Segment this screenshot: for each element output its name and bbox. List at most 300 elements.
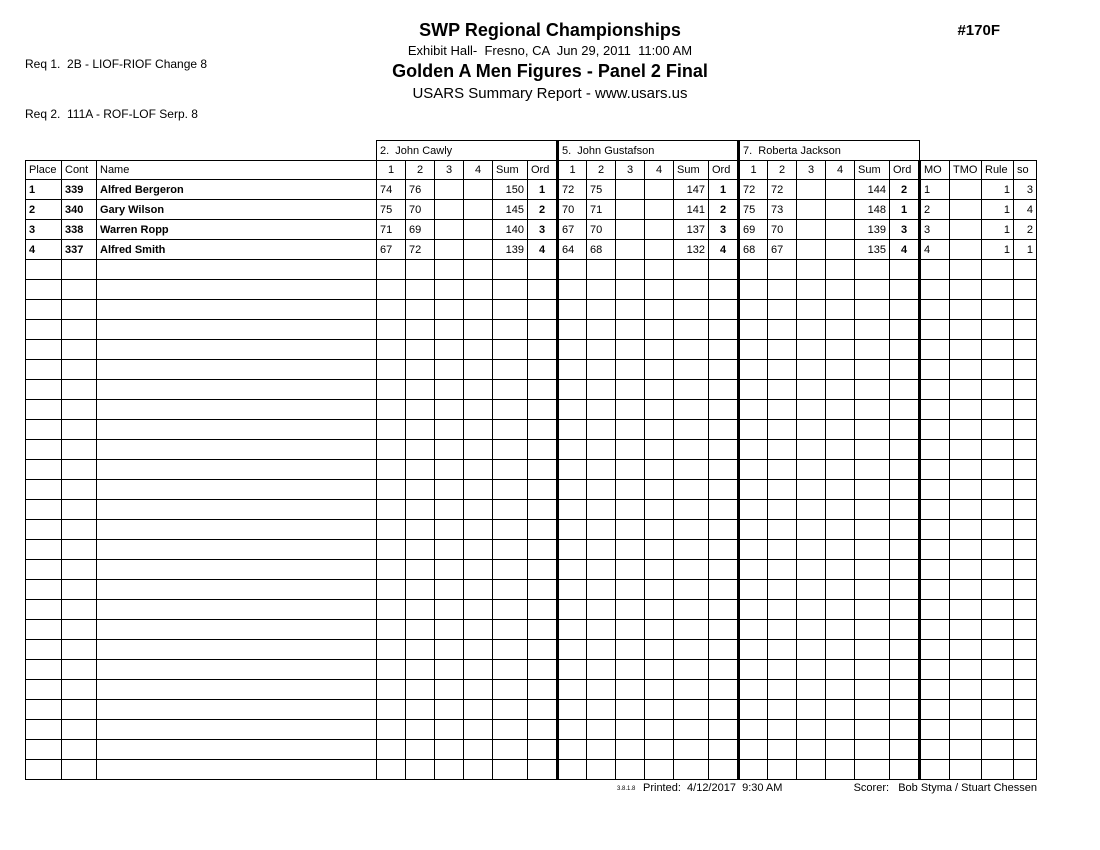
score-cell — [587, 300, 616, 320]
score-cell — [558, 500, 587, 520]
score-cell — [645, 640, 674, 660]
score-cell — [435, 760, 464, 780]
score-cell — [464, 580, 493, 600]
score-cell — [616, 200, 645, 220]
col-header-so: so — [1014, 161, 1037, 180]
score-cell — [645, 500, 674, 520]
place-cell: 1 — [26, 180, 62, 200]
score-cell — [826, 460, 855, 480]
score-cell — [587, 700, 616, 720]
sum-cell — [674, 560, 709, 580]
sum-cell — [855, 260, 890, 280]
col-header-ord: Ord — [709, 161, 739, 180]
score-cell — [768, 460, 797, 480]
ordinal-cell — [709, 660, 739, 680]
score-cell — [826, 220, 855, 240]
score-cell — [768, 660, 797, 680]
score-cell — [435, 340, 464, 360]
empty-row — [26, 560, 1037, 580]
score-cell — [558, 400, 587, 420]
skate-off-cell — [1014, 400, 1037, 420]
event-title: Golden A Men Figures - Panel 2 Final — [392, 61, 708, 81]
sum-cell — [493, 580, 528, 600]
score-cell — [406, 260, 435, 280]
score-cell — [587, 680, 616, 700]
rule-cell: 1 — [982, 200, 1014, 220]
skater-name-cell: Alfred Smith — [97, 240, 377, 260]
score-cell — [739, 560, 768, 580]
ordinal-cell — [709, 500, 739, 520]
rule-cell — [982, 460, 1014, 480]
place-cell — [26, 460, 62, 480]
score-cell — [616, 480, 645, 500]
score-cell — [616, 540, 645, 560]
rule-cell — [982, 280, 1014, 300]
score-cell — [464, 200, 493, 220]
skate-off-cell — [1014, 740, 1037, 760]
score-cell — [406, 360, 435, 380]
score-cell — [645, 380, 674, 400]
ordinal-cell — [528, 660, 558, 680]
place-cell — [26, 360, 62, 380]
ordinal-cell — [890, 500, 920, 520]
skate-off-cell — [1014, 580, 1037, 600]
score-cell — [826, 440, 855, 460]
skate-off-cell — [1014, 660, 1037, 680]
skater-name-cell — [97, 620, 377, 640]
ordinal-cell: 2 — [709, 200, 739, 220]
majority-ordinal-cell — [920, 640, 950, 660]
tmo-cell — [950, 320, 982, 340]
score-cell — [464, 360, 493, 380]
score-cell — [406, 500, 435, 520]
score-cell — [406, 280, 435, 300]
skate-off-cell — [1014, 760, 1037, 780]
score-cell — [616, 580, 645, 600]
contestant-number-cell — [62, 720, 97, 740]
score-cell — [558, 540, 587, 560]
score-cell — [587, 360, 616, 380]
ordinal-cell — [528, 400, 558, 420]
score-cell — [826, 360, 855, 380]
sum-cell — [674, 320, 709, 340]
sum-cell — [674, 720, 709, 740]
col-header-trial: 4 — [645, 161, 674, 180]
sum-cell — [674, 520, 709, 540]
sum-cell: 145 — [493, 200, 528, 220]
score-cell — [587, 420, 616, 440]
score-cell — [616, 700, 645, 720]
contestant-number-cell — [62, 500, 97, 520]
sum-cell — [855, 560, 890, 580]
score-cell: 72 — [768, 180, 797, 200]
sum-cell — [493, 260, 528, 280]
skater-name-cell — [97, 260, 377, 280]
score-cell — [739, 760, 768, 780]
result-row — [26, 200, 1037, 220]
score-cell — [377, 520, 406, 540]
rule-cell — [982, 700, 1014, 720]
skate-off-cell — [1014, 480, 1037, 500]
ordinal-cell — [709, 540, 739, 560]
score-cell — [406, 600, 435, 620]
score-cell — [797, 580, 826, 600]
ordinal-cell — [528, 720, 558, 740]
score-cell: 70 — [768, 220, 797, 240]
score-cell — [558, 560, 587, 580]
score-cell — [645, 220, 674, 240]
sum-cell — [855, 460, 890, 480]
report-subtitle: USARS Summary Report - www.usars.us — [412, 85, 688, 102]
score-cell — [558, 700, 587, 720]
ordinal-cell — [890, 300, 920, 320]
score-cell: 69 — [406, 220, 435, 240]
score-cell — [645, 680, 674, 700]
score-cell — [826, 180, 855, 200]
ordinal-cell — [528, 540, 558, 560]
score-cell — [797, 240, 826, 260]
skater-name-cell — [97, 300, 377, 320]
score-cell — [739, 320, 768, 340]
title-block — [0, 20, 1100, 102]
score-cell — [435, 240, 464, 260]
ordinal-cell — [890, 400, 920, 420]
sum-cell — [674, 260, 709, 280]
skater-name-cell — [97, 460, 377, 480]
score-cell — [406, 560, 435, 580]
sum-cell: 147 — [674, 180, 709, 200]
sum-cell — [855, 720, 890, 740]
ordinal-cell: 4 — [709, 240, 739, 260]
sum-cell — [493, 700, 528, 720]
judge-name-cell: 7. Roberta Jackson — [739, 141, 920, 161]
skater-name-cell — [97, 680, 377, 700]
score-cell — [406, 620, 435, 640]
score-cell — [587, 320, 616, 340]
spacer-cell — [26, 141, 377, 161]
score-cell — [377, 600, 406, 620]
sum-cell — [674, 420, 709, 440]
score-cell — [587, 660, 616, 680]
skater-name-cell — [97, 340, 377, 360]
judge-name-cell: 5. John Gustafson — [558, 141, 739, 161]
score-cell — [797, 620, 826, 640]
score-cell — [797, 560, 826, 580]
score-cell — [797, 480, 826, 500]
score-cell — [435, 440, 464, 460]
score-cell — [377, 700, 406, 720]
skater-name-cell — [97, 320, 377, 340]
score-cell — [406, 680, 435, 700]
score-cell: 75 — [377, 200, 406, 220]
empty-row — [26, 340, 1037, 360]
tmo-cell — [950, 300, 982, 320]
col-header-sum: Sum — [493, 161, 528, 180]
score-cell — [464, 380, 493, 400]
sum-cell — [674, 440, 709, 460]
score-cell — [406, 740, 435, 760]
skate-off-cell — [1014, 720, 1037, 740]
score-cell — [377, 680, 406, 700]
score-cell — [464, 740, 493, 760]
score-cell: 75 — [587, 180, 616, 200]
score-cell — [739, 700, 768, 720]
rule-cell: 1 — [982, 240, 1014, 260]
score-cell — [558, 580, 587, 600]
score-cell — [797, 520, 826, 540]
score-cell — [616, 360, 645, 380]
empty-row — [26, 460, 1037, 480]
score-cell — [645, 660, 674, 680]
skater-name-cell — [97, 400, 377, 420]
rule-cell — [982, 400, 1014, 420]
score-cell: 74 — [377, 180, 406, 200]
score-cell — [377, 380, 406, 400]
ordinal-cell — [890, 520, 920, 540]
score-cell — [797, 540, 826, 560]
rule-cell — [982, 740, 1014, 760]
score-cell — [464, 460, 493, 480]
printed-timestamp: Printed: 4/12/2017 9:30 AM — [643, 782, 783, 794]
score-cell — [587, 520, 616, 540]
score-cell — [406, 660, 435, 680]
score-cell — [645, 700, 674, 720]
score-cell — [435, 580, 464, 600]
ordinal-cell: 1 — [528, 180, 558, 200]
score-cell — [406, 580, 435, 600]
sum-cell — [493, 400, 528, 420]
sum-cell — [855, 380, 890, 400]
ordinal-cell — [890, 620, 920, 640]
ordinal-cell — [890, 340, 920, 360]
requirement-2: Req 2. 111A - ROF-LOF Serp. 8 — [25, 106, 198, 121]
sum-cell — [493, 740, 528, 760]
ordinal-cell — [528, 360, 558, 380]
sum-cell — [855, 340, 890, 360]
ordinal-cell — [890, 440, 920, 460]
score-cell — [558, 280, 587, 300]
empty-row — [26, 260, 1037, 280]
score-cell — [558, 760, 587, 780]
sum-cell — [493, 500, 528, 520]
score-cell — [768, 740, 797, 760]
score-cell: 68 — [587, 240, 616, 260]
tmo-cell — [950, 480, 982, 500]
skater-name-cell — [97, 600, 377, 620]
score-cell — [797, 200, 826, 220]
score-cell — [797, 460, 826, 480]
score-cell — [826, 720, 855, 740]
score-cell — [739, 520, 768, 540]
score-cell — [558, 480, 587, 500]
score-cell — [826, 260, 855, 280]
ordinal-cell — [709, 320, 739, 340]
score-cell — [768, 500, 797, 520]
sum-cell — [674, 360, 709, 380]
score-cell — [645, 320, 674, 340]
requirement-1: Req 1. 2B - LIOF-RIOF Change 8 — [25, 56, 208, 71]
score-cell — [616, 260, 645, 280]
judge-header-row — [26, 141, 1037, 161]
empty-row — [26, 720, 1037, 740]
score-cell — [558, 520, 587, 540]
rule-cell — [982, 480, 1014, 500]
score-cell — [435, 320, 464, 340]
score-cell — [768, 320, 797, 340]
place-cell — [26, 740, 62, 760]
sum-cell — [493, 300, 528, 320]
score-cell — [435, 520, 464, 540]
score-cell — [768, 580, 797, 600]
score-cell — [797, 300, 826, 320]
ordinal-cell — [528, 420, 558, 440]
ordinal-cell — [709, 600, 739, 620]
skater-name-cell — [97, 440, 377, 460]
ordinal-cell — [890, 680, 920, 700]
sum-cell — [674, 500, 709, 520]
score-cell — [616, 600, 645, 620]
score-cell: 68 — [739, 240, 768, 260]
place-cell — [26, 440, 62, 460]
event-number: #170F — [957, 22, 1000, 39]
score-cell — [435, 620, 464, 640]
score-cell: 64 — [558, 240, 587, 260]
skate-off-cell — [1014, 520, 1037, 540]
score-cell — [645, 360, 674, 380]
tmo-cell — [950, 400, 982, 420]
ordinal-cell — [890, 260, 920, 280]
score-cell — [739, 300, 768, 320]
skate-off-cell — [1014, 340, 1037, 360]
score-cell — [797, 180, 826, 200]
contestant-number-cell — [62, 540, 97, 560]
score-cell — [797, 320, 826, 340]
score-cell: 71 — [377, 220, 406, 240]
majority-ordinal-cell — [920, 260, 950, 280]
score-cell — [435, 480, 464, 500]
ordinal-cell — [709, 340, 739, 360]
skate-off-cell — [1014, 260, 1037, 280]
ordinal-cell: 3 — [709, 220, 739, 240]
score-cell — [558, 600, 587, 620]
score-cell — [406, 440, 435, 460]
col-header-trial: 3 — [435, 161, 464, 180]
score-cell: 71 — [587, 200, 616, 220]
contestant-number-cell — [62, 700, 97, 720]
ordinal-cell — [528, 520, 558, 540]
score-cell — [739, 340, 768, 360]
skate-off-cell — [1014, 560, 1037, 580]
contestant-number-cell — [62, 300, 97, 320]
score-cell — [797, 440, 826, 460]
skate-off-cell — [1014, 500, 1037, 520]
score-cell — [435, 280, 464, 300]
majority-ordinal-cell — [920, 700, 950, 720]
tmo-cell — [950, 380, 982, 400]
ordinal-cell — [528, 260, 558, 280]
place-cell — [26, 700, 62, 720]
sum-cell — [493, 560, 528, 580]
score-cell — [645, 340, 674, 360]
ordinal-cell — [890, 600, 920, 620]
skater-name-cell — [97, 760, 377, 780]
col-header-trial: 4 — [826, 161, 855, 180]
score-cell — [645, 760, 674, 780]
score-cell — [797, 220, 826, 240]
col-header-sum: Sum — [855, 161, 890, 180]
score-cell — [435, 260, 464, 280]
results-table — [25, 140, 1037, 780]
ordinal-cell — [709, 440, 739, 460]
empty-row — [26, 420, 1037, 440]
score-cell — [587, 380, 616, 400]
score-cell — [616, 240, 645, 260]
empty-row — [26, 640, 1037, 660]
empty-row — [26, 440, 1037, 460]
sum-cell — [855, 740, 890, 760]
score-cell — [826, 280, 855, 300]
place-cell — [26, 680, 62, 700]
score-cell — [768, 700, 797, 720]
sum-cell: 140 — [493, 220, 528, 240]
score-cell — [464, 400, 493, 420]
score-cell — [558, 460, 587, 480]
score-cell — [587, 280, 616, 300]
ordinal-cell — [890, 280, 920, 300]
score-cell — [768, 560, 797, 580]
score-cell — [797, 700, 826, 720]
score-cell — [377, 640, 406, 660]
rule-cell — [982, 520, 1014, 540]
score-cell — [616, 620, 645, 640]
majority-ordinal-cell — [920, 340, 950, 360]
rule-cell: 1 — [982, 180, 1014, 200]
ordinal-cell — [890, 640, 920, 660]
ordinal-cell — [890, 740, 920, 760]
ordinal-cell — [528, 620, 558, 640]
score-cell — [826, 400, 855, 420]
score-cell — [435, 460, 464, 480]
score-cell — [826, 580, 855, 600]
score-cell — [377, 460, 406, 480]
tmo-cell — [950, 460, 982, 480]
score-cell — [826, 700, 855, 720]
place-cell — [26, 280, 62, 300]
tmo-cell — [950, 580, 982, 600]
ordinal-cell — [528, 460, 558, 480]
score-cell — [768, 400, 797, 420]
ordinal-cell — [528, 640, 558, 660]
score-cell — [558, 620, 587, 640]
score-cell — [587, 620, 616, 640]
score-cell — [826, 660, 855, 680]
sum-cell: 148 — [855, 200, 890, 220]
championship-title: SWP Regional Championships — [419, 20, 681, 40]
tmo-cell — [950, 500, 982, 520]
majority-ordinal-cell — [920, 380, 950, 400]
score-cell — [797, 740, 826, 760]
skate-off-cell — [1014, 460, 1037, 480]
venue-date-line: Exhibit Hall- Fresno, CA Jun 29, 2011 11:00 AM — [407, 43, 693, 58]
col-header-trial: 3 — [616, 161, 645, 180]
score-cell — [587, 580, 616, 600]
rule-cell — [982, 600, 1014, 620]
col-header-trial: 2 — [768, 161, 797, 180]
score-cell: 75 — [739, 200, 768, 220]
empty-row — [26, 680, 1037, 700]
empty-row — [26, 540, 1037, 560]
majority-ordinal-cell — [920, 420, 950, 440]
